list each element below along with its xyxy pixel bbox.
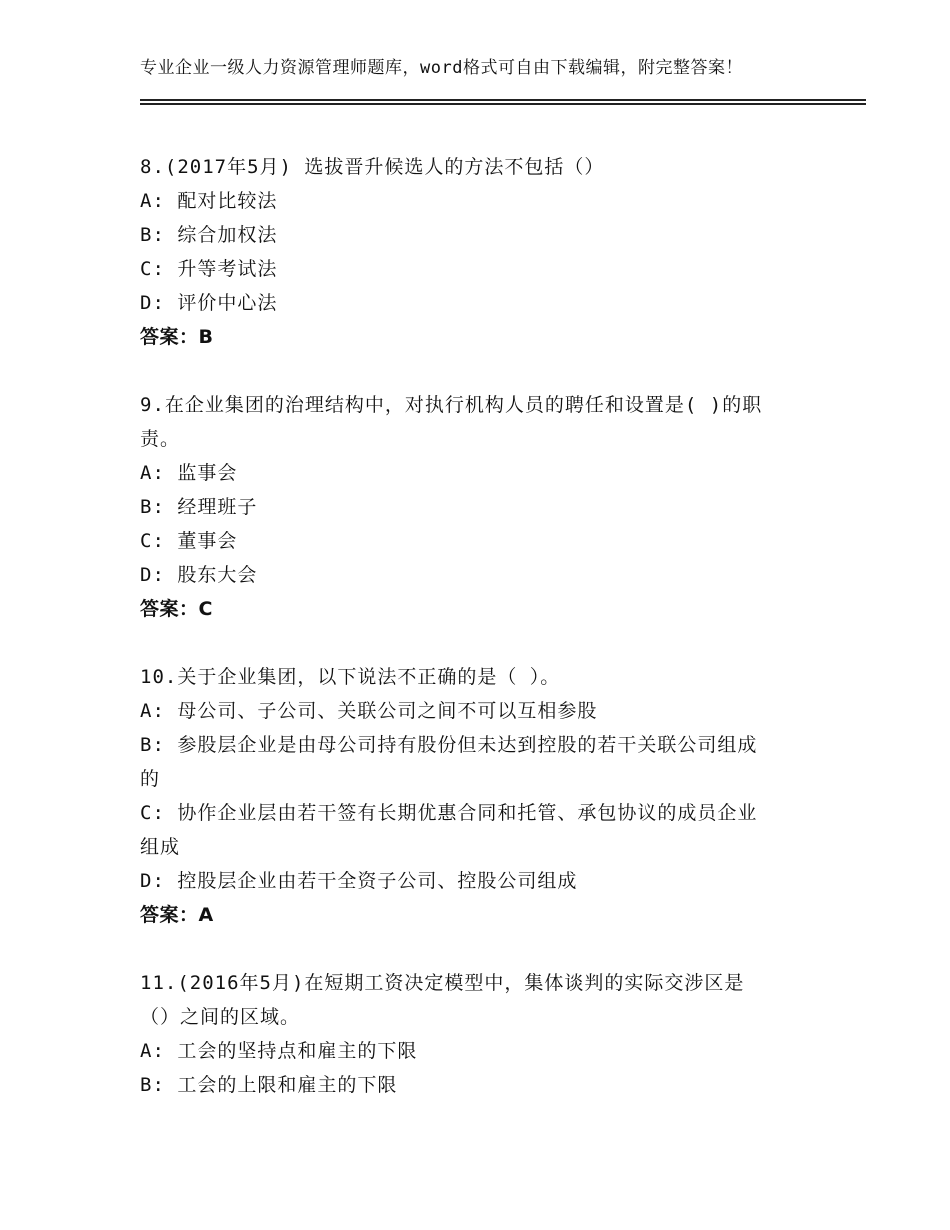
answer: 答案：A bbox=[140, 904, 214, 926]
option-b-continued: 的 bbox=[140, 768, 161, 790]
question-text: 10.关于企业集团，以下说法不正确的是（ ）。 bbox=[140, 666, 561, 688]
option-a: A: 工会的坚持点和雇主的下限 bbox=[140, 1040, 418, 1062]
header-rule-bottom bbox=[140, 103, 866, 105]
question-list bbox=[140, 150, 810, 1136]
question-text-continued: （）之间的区域。 bbox=[140, 1006, 301, 1028]
option-b: B: 经理班子 bbox=[140, 496, 258, 518]
header-rule-top bbox=[140, 99, 866, 101]
option-b: B: 工会的上限和雇主的下限 bbox=[140, 1074, 398, 1096]
option-a: A: 母公司、子公司、关联公司之间不可以互相参股 bbox=[140, 700, 598, 722]
option-d: D: 控股层企业由若干全资子公司、控股公司组成 bbox=[140, 870, 578, 892]
question-text: 11.(2016年5月)在短期工资决定模型中，集体谈判的实际交涉区是 bbox=[140, 972, 745, 994]
question-text: 8.(2017年5月) 选拔晋升候选人的方法不包括（） bbox=[140, 156, 605, 178]
option-c: C: 升等考试法 bbox=[140, 258, 278, 280]
question-9 bbox=[140, 388, 810, 626]
option-d: D: 股东大会 bbox=[140, 564, 258, 586]
option-a: A: 监事会 bbox=[140, 462, 238, 484]
question-11 bbox=[140, 966, 810, 1102]
answer: 答案：B bbox=[140, 326, 214, 348]
question-text-continued: 责。 bbox=[140, 428, 181, 450]
option-d: D: 评价中心法 bbox=[140, 292, 278, 314]
question-text: 9.在企业集团的治理结构中，对执行机构人员的聘任和设置是( )的职 bbox=[140, 394, 763, 416]
option-c-continued: 组成 bbox=[140, 836, 181, 858]
question-10 bbox=[140, 660, 810, 932]
answer: 答案：C bbox=[140, 598, 213, 620]
option-c: C: 董事会 bbox=[140, 530, 238, 552]
option-b: B: 综合加权法 bbox=[140, 224, 278, 246]
page-header: 专业企业一级人力资源管理师题库，word格式可自由下载编辑，附完整答案！ bbox=[140, 58, 743, 78]
option-a: A: 配对比较法 bbox=[140, 190, 278, 212]
option-c: C: 协作企业层由若干签有长期优惠合同和托管、承包协议的成员企业 bbox=[140, 802, 758, 824]
option-b: B: 参股层企业是由母公司持有股份但未达到控股的若干关联公司组成 bbox=[140, 734, 758, 756]
question-8 bbox=[140, 150, 810, 354]
